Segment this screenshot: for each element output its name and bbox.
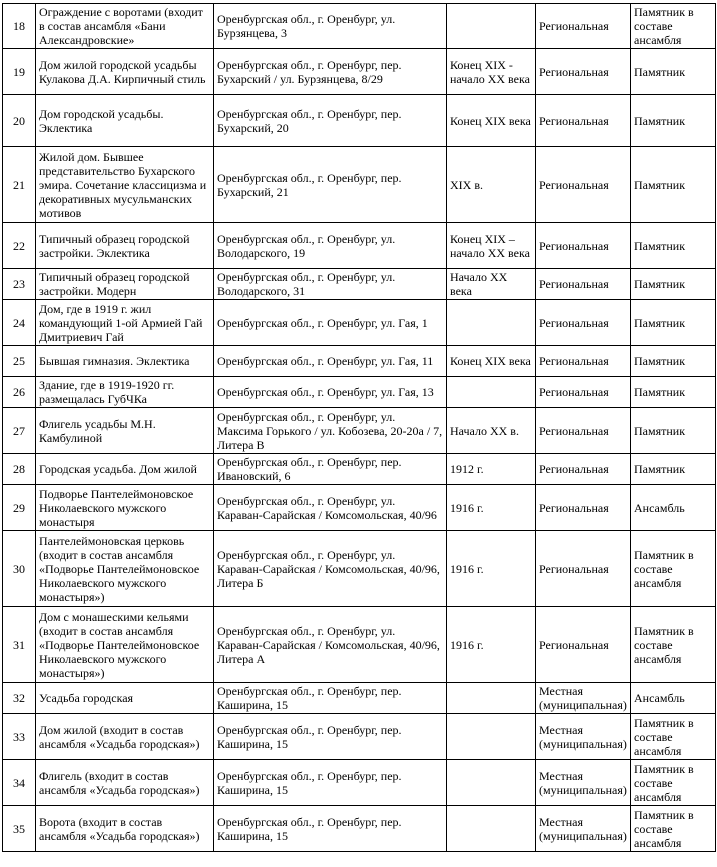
row-number: 26 [3, 377, 36, 408]
object-address: Оренбургская обл., г. Оренбург, пер. Бухарский, 21 [214, 147, 447, 223]
object-date: Конец XIX века [447, 95, 536, 147]
object-address: Оренбургская обл., г. Оренбург, ул. Караван-Сарайская / Комсомольская, 40/96, Литера А [214, 607, 447, 683]
object-type: Памятник в составе ансамбля [631, 531, 716, 607]
table-row [3, 4, 716, 49]
object-date: Конец XIX - начало XX века [447, 49, 536, 95]
object-date: 1916 г. [447, 531, 536, 607]
object-date: Начало XX в. [447, 408, 536, 454]
row-number: 33 [3, 714, 36, 760]
table-row [3, 485, 716, 531]
object-date: 1912 г. [447, 454, 536, 485]
object-date: Конец XIX века [447, 346, 536, 377]
object-name: Типичный образец городской застройки. Эклектика [36, 223, 214, 269]
object-address: Оренбургская обл., г. Оренбург, пер. Ивановский, 6 [214, 454, 447, 485]
object-category: Региональная [536, 377, 631, 408]
object-type: Памятник [631, 377, 716, 408]
object-date [447, 300, 536, 346]
object-name: Дом городской усадьбы. Эклектика [36, 95, 214, 147]
row-number: 25 [3, 346, 36, 377]
object-name: Дом с монашескими кельями (входит в состав ансамбля «Подворье Пантелеймоновское Николаевского мужского монастыря») [36, 607, 214, 683]
row-number: 31 [3, 607, 36, 683]
object-type: Памятник [631, 454, 716, 485]
object-name: Городская усадьба. Дом жилой [36, 454, 214, 485]
row-number: 34 [3, 760, 36, 806]
row-number: 22 [3, 223, 36, 269]
object-name: Типичный образец городской застройки. Модерн [36, 269, 214, 300]
object-date [447, 806, 536, 852]
row-number: 24 [3, 300, 36, 346]
object-category: Региональная [536, 408, 631, 454]
row-number: 35 [3, 806, 36, 852]
object-address: Оренбургская обл., г. Оренбург, пер. Каширина, 15 [214, 760, 447, 806]
object-type: Памятник [631, 300, 716, 346]
object-category: Региональная [536, 300, 631, 346]
object-name: Флигель (входит в состав ансамбля «Усадьба городская») [36, 760, 214, 806]
table-row [3, 95, 716, 147]
row-number: 27 [3, 408, 36, 454]
table-row [3, 223, 716, 269]
row-number: 20 [3, 95, 36, 147]
object-type: Ансамбль [631, 683, 716, 714]
row-number: 32 [3, 683, 36, 714]
object-category: Региональная [536, 485, 631, 531]
row-number: 19 [3, 49, 36, 95]
table-row [3, 607, 716, 683]
object-type: Памятник [631, 346, 716, 377]
row-number: 21 [3, 147, 36, 223]
table-row [3, 346, 716, 377]
heritage-table [2, 3, 716, 852]
object-date [447, 760, 536, 806]
object-category: Региональная [536, 454, 631, 485]
object-category: Региональная [536, 607, 631, 683]
object-type: Памятник [631, 408, 716, 454]
object-address: Оренбургская обл., г. Оренбург, пер. Бухарский, 20 [214, 95, 447, 147]
row-number: 18 [3, 4, 36, 49]
object-name: Подворье Пантелеймоновское Николаевского мужского монастыря [36, 485, 214, 531]
object-address: Оренбургская обл., г. Оренбург, пер. Каширина, 15 [214, 714, 447, 760]
object-category: Региональная [536, 531, 631, 607]
object-date [447, 4, 536, 49]
object-type: Памятник в составе ансамбля [631, 714, 716, 760]
object-name: Дом, где в 1919 г. жил командующий 1-ой Армией Гай Дмитриевич Гай [36, 300, 214, 346]
object-category: Местная (муниципальная) [536, 683, 631, 714]
row-number: 29 [3, 485, 36, 531]
object-address: Оренбургская обл., г. Оренбург, ул. Максима Горького / ул. Кобозева, 20-20а / 7, Литера В [214, 408, 447, 454]
object-name: Дом жилой (входит в состав ансамбля «Усадьба городская») [36, 714, 214, 760]
object-date: 1916 г. [447, 485, 536, 531]
object-date: Начало XX века [447, 269, 536, 300]
object-type: Памятник в составе ансамбля [631, 806, 716, 852]
object-address: Оренбургская обл., г. Оренбург, ул. Гая, 1 [214, 300, 447, 346]
table-row [3, 147, 716, 223]
object-name: Пантелеймоновская церковь (входит в состав ансамбля «Подворье Пантелеймоновское Николаевского мужского монастыря») [36, 531, 214, 607]
object-name: Дом жилой городской усадьбы Кулакова Д.А. Кирпичный стиль [36, 49, 214, 95]
table-row [3, 377, 716, 408]
table-row [3, 760, 716, 806]
object-type: Памятник в составе ансамбля [631, 4, 716, 49]
object-date [447, 714, 536, 760]
object-category: Региональная [536, 147, 631, 223]
table-row [3, 806, 716, 852]
object-address: Оренбургская обл., г. Оренбург, ул. Караван-Сарайская / Комсомольская, 40/96 [214, 485, 447, 531]
object-address: Оренбургская обл., г. Оренбург, пер. Каширина, 15 [214, 683, 447, 714]
table-row [3, 408, 716, 454]
object-category: Региональная [536, 49, 631, 95]
object-category: Региональная [536, 95, 631, 147]
object-category: Местная (муниципальная) [536, 806, 631, 852]
row-number: 23 [3, 269, 36, 300]
table-row [3, 300, 716, 346]
object-type: Памятник [631, 49, 716, 95]
table-row [3, 531, 716, 607]
object-type: Памятник [631, 269, 716, 300]
table-row [3, 683, 716, 714]
object-category: Местная (муниципальная) [536, 714, 631, 760]
table-row [3, 269, 716, 300]
object-type: Памятник [631, 223, 716, 269]
object-name: Флигель усадьбы М.Н. Камбулиной [36, 408, 214, 454]
object-type: Памятник [631, 95, 716, 147]
object-category: Региональная [536, 269, 631, 300]
object-type: Памятник в составе ансамбля [631, 760, 716, 806]
object-type: Памятник в составе ансамбля [631, 607, 716, 683]
object-date [447, 683, 536, 714]
object-category: Региональная [536, 346, 631, 377]
table-row [3, 454, 716, 485]
object-name: Жилой дом. Бывшее представительство Бухарского эмира. Сочетание классицизма и декоративных мусульманских мотивов [36, 147, 214, 223]
table-row [3, 714, 716, 760]
object-date: Конец XIX – начало XX века [447, 223, 536, 269]
object-address: Оренбургская обл., г. Оренбург, пер. Каширина, 15 [214, 806, 447, 852]
object-address: Оренбургская обл., г. Оренбург, ул. Володарского, 31 [214, 269, 447, 300]
object-name: Ограждение с воротами (входит в состав ансамбля «Бани Александровские» [36, 4, 214, 49]
object-type: Памятник [631, 147, 716, 223]
object-name: Усадьба городская [36, 683, 214, 714]
object-date: 1916 г. [447, 607, 536, 683]
object-date: XIX в. [447, 147, 536, 223]
object-category: Региональная [536, 223, 631, 269]
object-category: Местная (муниципальная) [536, 760, 631, 806]
object-address: Оренбургская обл., г. Оренбург, ул. Бурзянцева, 3 [214, 4, 447, 49]
table-row [3, 49, 716, 95]
row-number: 28 [3, 454, 36, 485]
object-name: Бывшая гимназия. Эклектика [36, 346, 214, 377]
object-type: Ансамбль [631, 485, 716, 531]
object-address: Оренбургская обл., г. Оренбург, ул. Гая, 13 [214, 377, 447, 408]
object-address: Оренбургская обл., г. Оренбург, ул. Гая, 11 [214, 346, 447, 377]
object-address: Оренбургская обл., г. Оренбург, ул. Караван-Сарайская / Комсомольская, 40/96, Литера Б [214, 531, 447, 607]
object-address: Оренбургская обл., г. Оренбург, ул. Володарского, 19 [214, 223, 447, 269]
object-name: Здание, где в 1919-1920 гг. размещалась ГубЧКа [36, 377, 214, 408]
row-number: 30 [3, 531, 36, 607]
object-date [447, 377, 536, 408]
object-name: Ворота (входит в состав ансамбля «Усадьба городская») [36, 806, 214, 852]
object-category: Региональная [536, 4, 631, 49]
object-address: Оренбургская обл., г. Оренбург, пер. Бухарский / ул. Бурзянцева, 8/29 [214, 49, 447, 95]
